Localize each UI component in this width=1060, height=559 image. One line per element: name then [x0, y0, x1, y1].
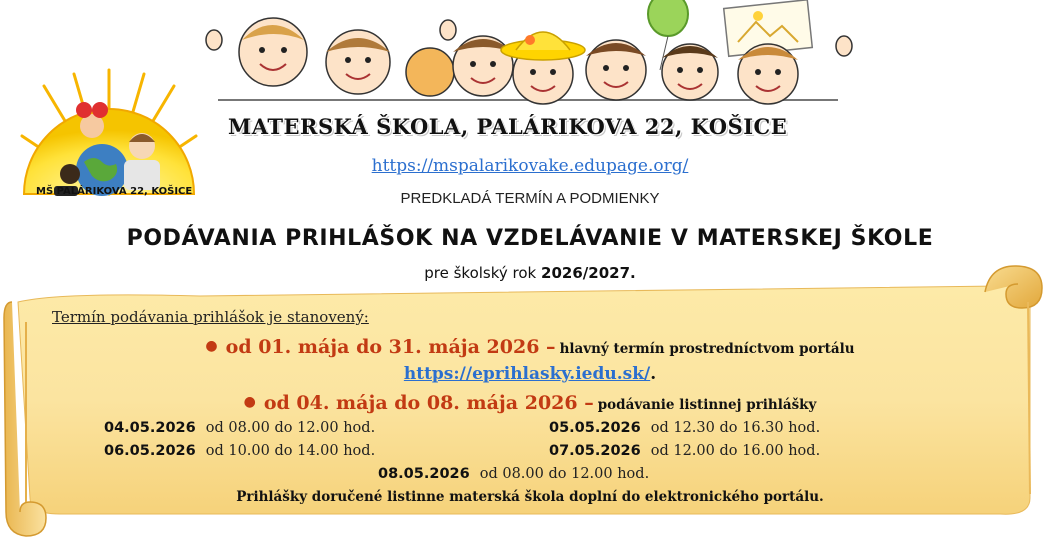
school-title: MATERSKÁ ŠKOLA, PALÁRIKOVA 22, KOŠICE — [228, 114, 788, 139]
hours-time: od 10.00 do 14.00 hod. — [205, 443, 376, 459]
eprihlasky-portal-link[interactable]: https://eprihlasky.iedu.sk/ — [403, 364, 651, 384]
main-term-row — [0, 336, 1060, 358]
school-website-link[interactable]: https://mspalarikovake.edupage.org/ — [371, 156, 689, 176]
hours-time: od 08.00 do 12.00 hod. — [479, 466, 650, 482]
hours-row — [549, 420, 820, 436]
hours-row — [104, 420, 375, 436]
hours-date: 08.05.2026 — [378, 466, 470, 482]
hours-date: 06.05.2026 — [104, 443, 196, 459]
school-year-value: 2026/2027. — [541, 264, 636, 282]
portal-line — [0, 364, 1060, 384]
hours-date: 07.05.2026 — [549, 443, 641, 459]
kids-banner-illustration — [198, 0, 858, 112]
hours-date: 04.05.2026 — [104, 420, 196, 436]
school-year-prefix: pre školský rok — [424, 264, 537, 282]
hours-time: od 08.00 do 12.00 hod. — [205, 420, 376, 436]
main-term-dates: od 01. mája do 31. mája 2026 – — [225, 336, 556, 358]
bullet-icon: ● — [243, 394, 256, 410]
school-logo — [14, 66, 204, 206]
hours-row — [378, 466, 649, 482]
footer-note: Prihlášky doručené listinne materská škola doplní do elektronického portálu. — [236, 489, 824, 505]
hours-row — [549, 443, 820, 459]
paper-term-row — [0, 392, 1060, 414]
paper-term-dates: od 04. mája do 08. mája 2026 – — [263, 392, 594, 414]
hours-date: 05.05.2026 — [549, 420, 641, 436]
hours-time: od 12.30 do 16.30 hod. — [650, 420, 821, 436]
paper-term-desc: podávanie listinnej prihlášky — [597, 397, 817, 413]
logo-label: MŠ PALÁRIKOVA 22, KOŠICE — [36, 186, 193, 197]
main-term-desc: hlavný termín prostredníctvom portálu — [559, 341, 855, 357]
intro-text: PREDKLADÁ TERMÍN A PODMIENKY — [400, 190, 660, 207]
portal-period: . — [650, 364, 657, 384]
hours-time: od 12.00 do 16.00 hod. — [650, 443, 821, 459]
termin-label: Termín podávania prihlášok je stanovený: — [52, 308, 369, 326]
page-headline: PODÁVANIA PRIHLÁŠOK NA VZDELÁVANIE V MATERSKEJ ŠKOLE — [126, 226, 934, 251]
hours-row — [104, 443, 375, 459]
bullet-icon: ● — [205, 338, 218, 354]
